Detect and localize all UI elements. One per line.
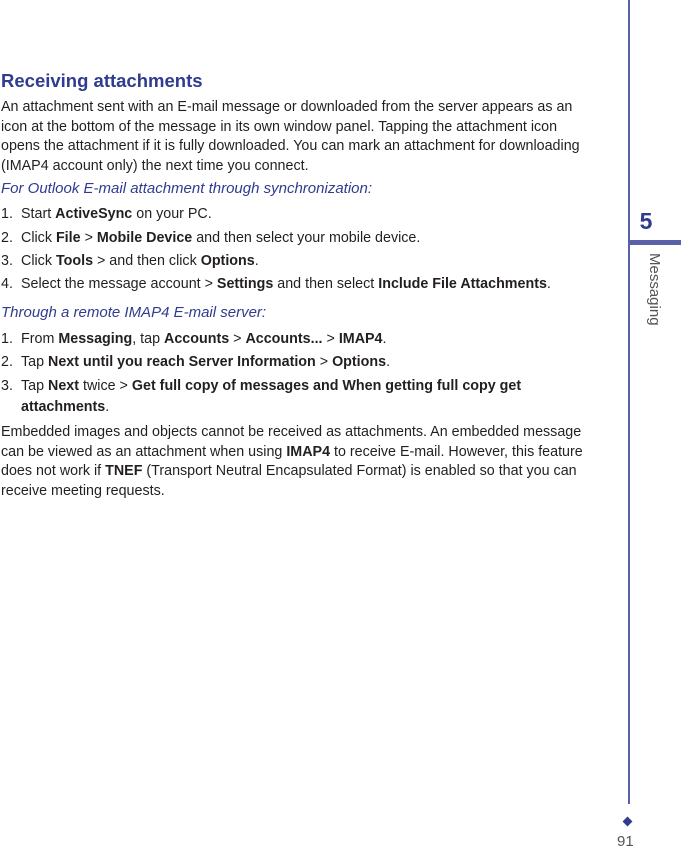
margin-rule	[628, 0, 630, 804]
step-number: 3.	[1, 253, 13, 269]
diamond-icon	[623, 817, 633, 827]
closing-paragraph: Embedded images and objects cannot be received as attachments. An embedded message can be viewed as an attachment when using IMAP4 to receive E-mail. However, this feature does not work if TNEF (Transport Neutral Encapsulated Format) is enabled so that you can receive meeting requests.	[1, 424, 583, 499]
chapter-label: Messaging	[646, 253, 663, 326]
step-number: 2.	[1, 230, 13, 246]
subheading-sync: For Outlook E-mail attachment through synchronization:	[1, 180, 373, 197]
step-number: 4.	[1, 276, 13, 292]
chapter-number: 5	[639, 208, 653, 234]
chapter-tab-bar	[630, 240, 681, 245]
step-text: Start ActiveSync on your PC.	[21, 206, 212, 222]
step-text: Select the message account > Settings and then select Include File Attachments.	[21, 276, 551, 292]
step-text: Tap Next twice > Get full copy of messages and When getting full copy get attachments.	[21, 378, 522, 415]
step-number: 2.	[1, 354, 13, 370]
page-number: 91	[617, 833, 634, 850]
section-heading: Receiving attachments	[1, 70, 203, 91]
step-number: 1.	[1, 331, 13, 347]
step-text: Tap Next until you reach Server Information > Options.	[21, 354, 391, 370]
subheading-imap4: Through a remote IMAP4 E-mail server:	[1, 304, 267, 321]
intro-paragraph: An attachment sent with an E-mail message or downloaded from the server appears as an icon at the bottom of the message in its own window panel. Tapping the attachment icon opens the attachment if it is fully downloaded. You can mark an attachment for downloading (IMAP4 account only) the next time you connect.	[1, 99, 580, 174]
step-text: Click Tools > and then click Options.	[21, 253, 259, 269]
step-number: 1.	[1, 206, 13, 222]
step-number: 3.	[1, 378, 13, 394]
step-text: From Messaging, tap Accounts > Accounts... > IMAP4.	[21, 331, 387, 347]
step-text: Click File > Mobile Device and then select your mobile device.	[21, 230, 421, 246]
